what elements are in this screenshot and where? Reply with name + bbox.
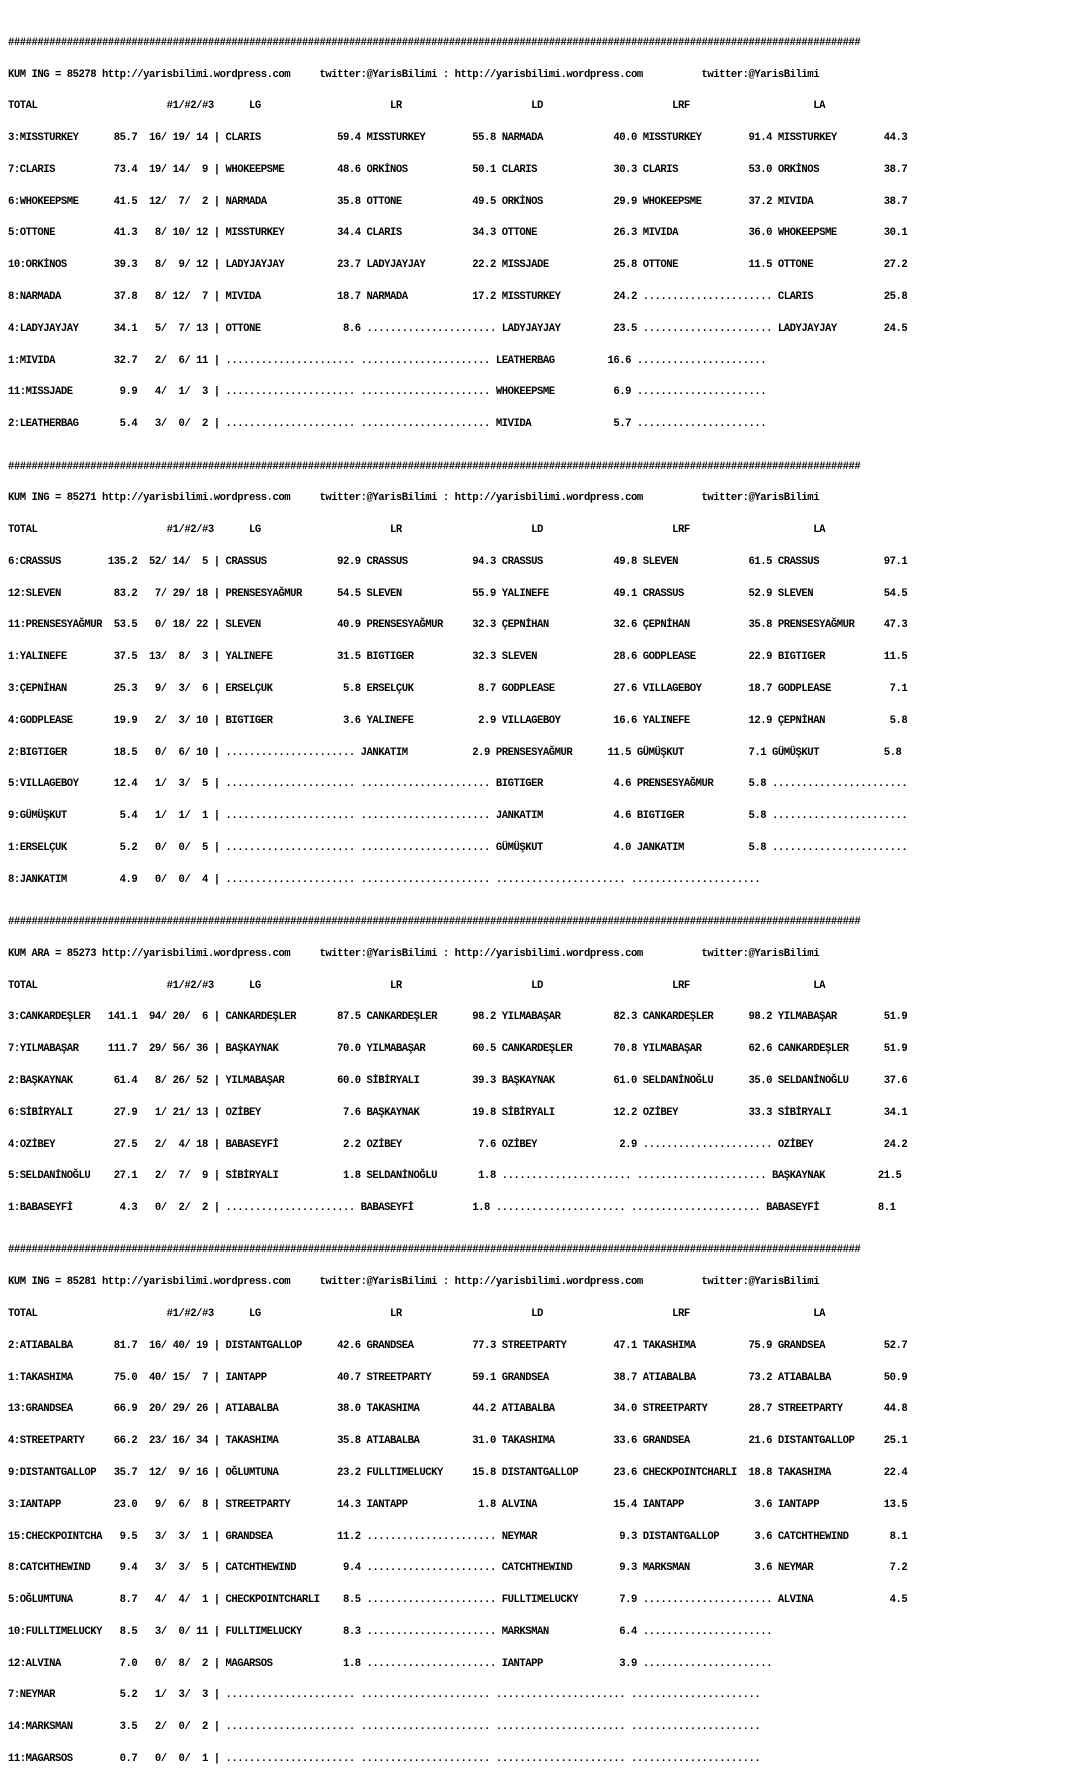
horse-row: 2:ATIABALBA 81.7 16/ 40/ 19 | DISTANTGALLOP 42.6 GRANDSEA 77.3 STREETPARTY 47.1 TAKASHIMA 75.9 GRANDSEA 52.7 [8,1339,908,1352]
horse-row: 4:OZİBEY 27.5 2/ 4/ 18 | BABASEYFİ 2.2 OZİBEY 7.6 OZİBEY 2.9 ...................... OZİBEY 24.2 [8,1138,908,1151]
race-header-line: KUM ING = 85271 http://yarisbilimi.wordpress.com twitter:@YarisBilimi : http://yarisbilimi.wordpress.com twitter:@YarisBilimi [8,492,820,505]
horse-row: 1:ERSELÇUK 5.2 0/ 0/ 5 | ...................... ...................... GÜMÜŞKUT 4.0 JANKATIM 5.8 ....................... [8,841,908,854]
column-header-line: TOTAL #1/#2/#3 LG LR LD LRF LA [8,1308,825,1321]
race-header-line: KUM ING = 85281 http://yarisbilimi.wordpress.com twitter:@YarisBilimi : http://yarisbilimi.wordpress.com twitter:@YarisBilimi [8,1276,820,1289]
horse-row: 11:MISSJADE 9.9 4/ 1/ 3 | ...................... ...................... WHOKEEPSME 6.9 ...................... [8,386,767,399]
horse-row: 8:CATCHTHEWIND 9.4 3/ 3/ 5 | CATCHTHEWIND 9.4 ...................... CATCHTHEWIND 9.3 MARKSMAN 3.6 NEYMAR 7.2 [8,1562,908,1575]
column-header-line: TOTAL #1/#2/#3 LG LR LD LRF LA [8,979,825,992]
separator-line: ################################################################################################################################################# [8,916,861,929]
horse-row: 4:STREETPARTY 66.2 23/ 16/ 34 | TAKASHIMA 35.8 ATIABALBA 31.0 TAKASHIMA 33.6 GRANDSEA 21.6 DISTANTGALLOP 25.1 [8,1435,908,1448]
horse-row: 7:CLARIS 73.4 19/ 14/ 9 | WHOKEEPSME 48.6 ORKİNOS 50.1 CLARIS 30.3 CLARIS 53.0 ORKİNOS 38.7 [8,163,908,176]
column-header-line: TOTAL #1/#2/#3 LG LR LD LRF LA [8,100,825,113]
horse-row: 15:CHECKPOINTCHA 9.5 3/ 3/ 1 | GRANDSEA 11.2 ...................... NEYMAR 9.3 DISTANTGALLOP 3.6 CATCHTHEWIND 8.1 [8,1530,908,1543]
horse-row: 3:IANTAPP 23.0 9/ 6/ 8 | STREETPARTY 14.3 IANTAPP 1.8 ALVINA 15.4 IANTAPP 3.6 IANTAPP 13.5 [8,1498,908,1511]
horse-row: 3:CANKARDEŞLER 141.1 94/ 20/ 6 | CANKARDEŞLER 87.5 CANKARDEŞLER 98.2 YILMABAŞAR 82.3 CANKARDEŞLER 98.2 YILMABAŞAR 51.9 [8,1011,908,1024]
horse-row: 6:CRASSUS 135.2 52/ 14/ 5 | CRASSUS 92.9 CRASSUS 94.3 CRASSUS 49.8 SLEVEN 61.5 CRASSUS 97.1 [8,555,908,568]
horse-row: 1:MIVIDA 32.7 2/ 6/ 11 | ...................... ...................... LEATHERBAG 16.6 ...................... [8,354,767,367]
race-stats-document [8,6,1075,1786]
race-header-line: KUM ARA = 85273 http://yarisbilimi.wordpress.com twitter:@YarisBilimi : http://yarisbilimi.wordpress.com twitter:@YarisBilimi [8,947,820,960]
horse-row: 2:BIGTIGER 18.5 0/ 6/ 10 | ...................... JANKATIM 2.9 PRENSESYAĞMUR 11.5 GÜMÜŞKUT 7.1 GÜMÜŞKUT 5.8 [8,746,902,759]
horse-row: 3:ÇEPNİHAN 25.3 9/ 3/ 6 | ERSELÇUK 5.8 ERSELÇUK 8.7 GODPLEASE 27.6 VILLAGEBOY 18.7 GODPLEASE 7.1 [8,683,908,695]
horse-row: 2:BAŞKAYNAK 61.4 8/ 26/ 52 | YILMABAŞAR 60.0 SİBİRYALI 39.3 BAŞKAYNAK 61.0 SELDANİNOĞLU 35.0 SELDANİNOĞLU 37.6 [8,1074,908,1087]
horse-row: 5:OTTONE 41.3 8/ 10/ 12 | MISSTURKEY 34.4 CLARIS 34.3 OTTONE 26.3 MIVIDA 36.0 WHOKEEPSME 30.1 [8,227,908,240]
horse-row: 5:OĞLUMTUNA 8.7 4/ 4/ 1 | CHECKPOINTCHARLI 8.5 ...................... FULLTIMELUCKY 7.9 ...................... ALVINA 4.5 [8,1594,908,1607]
column-header-line: TOTAL #1/#2/#3 LG LR LD LRF LA [8,524,825,537]
horse-row: 9:DISTANTGALLOP 35.7 12/ 9/ 16 | OĞLUMTUNA 23.2 FULLTIMELUCKY 15.8 DISTANTGALLOP 23.6 CHECKPOINTCHARLI 18.8 TAKASHIMA 22.4 [8,1466,908,1479]
separator-line: ################################################################################################################################################# [8,460,861,473]
race-header-line: KUM ING = 85278 http://yarisbilimi.wordpress.com twitter:@YarisBilimi : http://yarisbilimi.wordpress.com twitter:@YarisBilimi [8,68,820,81]
horse-row: 2:LEATHERBAG 5.4 3/ 0/ 2 | ...................... ...................... MIVIDA 5.7 ...................... [8,418,767,431]
horse-row: 11:MAGARSOS 0.7 0/ 0/ 1 | ...................... ...................... ...................... ...................... [8,1752,761,1765]
horse-row: 3:MISSTURKEY 85.7 16/ 19/ 14 | CLARIS 59.4 MISSTURKEY 55.8 NARMADA 40.0 MISSTURKEY 91.4 MISSTURKEY 44.3 [8,132,908,145]
horse-row: 5:SELDANİNOĞLU 27.1 2/ 7/ 9 | SİBİRYALI 1.8 SELDANİNOĞLU 1.8 ...................... ...................... BAŞKAYNAK 21.5 [8,1170,902,1183]
horse-row: 8:NARMADA 37.8 8/ 12/ 7 | MIVIDA 18.7 NARMADA 17.2 MISSTURKEY 24.2 ...................... CLARIS 25.8 [8,291,908,304]
horse-row: 14:MARKSMAN 3.5 2/ 0/ 2 | ...................... ...................... ...................... ...................... [8,1721,761,1734]
separator-line: ################################################################################################################################################# [8,1244,861,1257]
horse-row: 13:GRANDSEA 66.9 20/ 29/ 26 | ATIABALBA 38.0 TAKASHIMA 44.2 ATIABALBA 34.0 STREETPARTY 28.7 STREETPARTY 44.8 [8,1403,908,1416]
horse-row: 10:FULLTIMELUCKY 8.5 3/ 0/ 11 | FULLTIMELUCKY 8.3 ...................... MARKSMAN 6.4 ...................... [8,1625,773,1638]
horse-row: 6:WHOKEEPSME 41.5 12/ 7/ 2 | NARMADA 35.8 OTTONE 49.5 ORKİNOS 29.9 WHOKEEPSME 37.2 MIVIDA 38.7 [8,195,908,208]
horse-row: 6:SİBİRYALI 27.9 1/ 21/ 13 | OZİBEY 7.6 BAŞKAYNAK 19.8 SİBİRYALI 12.2 OZİBEY 33.3 SİBİRYALI 34.1 [8,1106,908,1119]
horse-row: 5:VILLAGEBOY 12.4 1/ 3/ 5 | ...................... ...................... BIGTIGER 4.6 PRENSESYAĞMUR 5.8 ....................... [8,778,908,791]
horse-row: 4:GODPLEASE 19.9 2/ 3/ 10 | BIGTIGER 3.6 YALINEFE 2.9 VILLAGEBOY 16.6 YALINEFE 12.9 ÇEPNİHAN 5.8 [8,714,908,727]
horse-row: 1:TAKASHIMA 75.0 40/ 15/ 7 | IANTAPP 40.7 STREETPARTY 59.1 GRANDSEA 38.7 ATIABALBA 73.2 ATIABALBA 50.9 [8,1371,908,1384]
horse-row: 7:NEYMAR 5.2 1/ 3/ 3 | ...................... ...................... ...................... ...................... [8,1689,761,1702]
horse-row: 11:PRENSESYAĞMUR 53.5 0/ 18/ 22 | SLEVEN 40.9 PRENSESYAĞMUR 32.3 ÇEPNİHAN 32.6 ÇEPNİHAN 35.8 PRENSESYAĞMUR 47.3 [8,619,908,632]
horse-row: 12:ALVINA 7.0 0/ 8/ 2 | MAGARSOS 1.8 ...................... IANTAPP 3.9 ...................... [8,1657,773,1670]
horse-row: 8:JANKATIM 4.9 0/ 0/ 4 | ...................... ...................... ...................... ...................... [8,873,761,886]
horse-row: 4:LADYJAYJAY 34.1 5/ 7/ 13 | OTTONE 8.6 ...................... LADYJAYJAY 23.5 ...................... LADYJAYJAY 24.5 [8,322,908,335]
horse-row: 7:YILMABAŞAR 111.7 29/ 56/ 36 | BAŞKAYNAK 70.0 YILMABAŞAR 60.5 CANKARDEŞLER 70.8 YILMABAŞAR 62.6 CANKARDEŞLER 51.9 [8,1043,908,1056]
horse-row: 12:SLEVEN 83.2 7/ 29/ 18 | PRENSESYAĞMUR 54.5 SLEVEN 55.9 YALINEFE 49.1 CRASSUS 52.9 SLEVEN 54.5 [8,587,908,600]
horse-row: 1:BABASEYFİ 4.3 0/ 2/ 2 | ...................... BABASEYFİ 1.8 ...................... ...................... BABASEYFİ 8.1 [8,1202,896,1215]
horse-row: 1:YALINEFE 37.5 13/ 8/ 3 | YALINEFE 31.5 BIGTIGER 32.3 SLEVEN 28.6 GODPLEASE 22.9 BIGTIGER 11.5 [8,651,908,664]
separator-line: ################################################################################################################################################# [8,36,861,49]
horse-row: 9:GÜMÜŞKUT 5.4 1/ 1/ 1 | ...................... ...................... JANKATIM 4.6 BIGTIGER 5.8 ....................... [8,810,908,823]
horse-row: 10:ORKİNOS 39.3 8/ 9/ 12 | LADYJAYJAY 23.7 LADYJAYJAY 22.2 MISSJADE 25.8 OTTONE 11.5 OTTONE 27.2 [8,259,908,272]
